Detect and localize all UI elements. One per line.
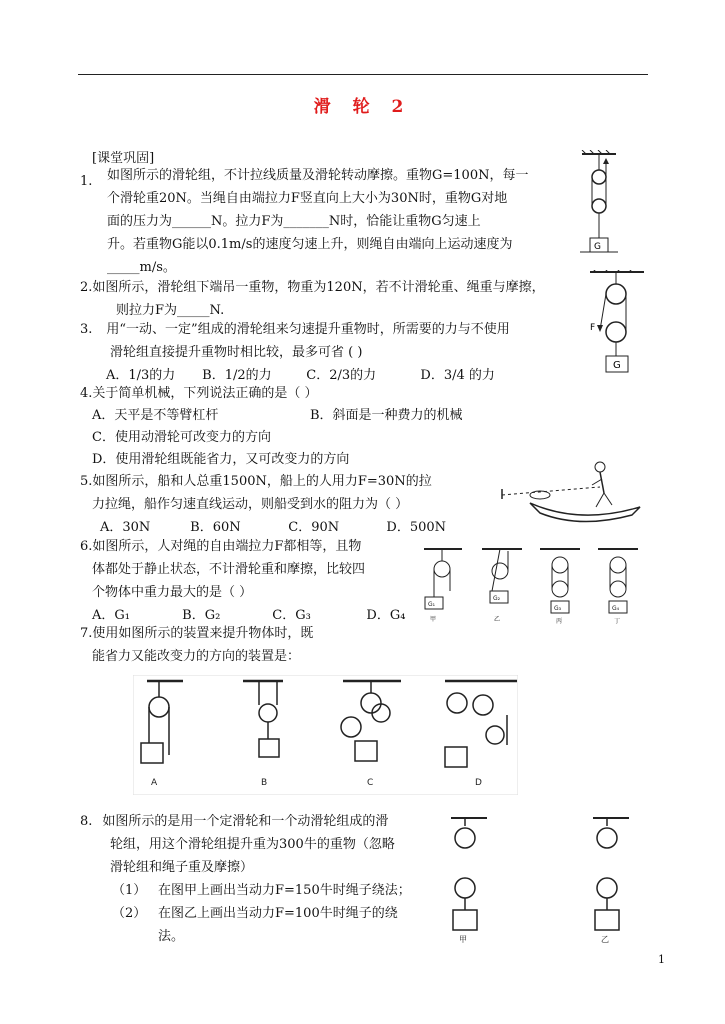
- q4-option-c: C．使用动滑轮可改变力的方向: [92, 430, 271, 445]
- question-1: [107, 164, 528, 279]
- q8-sub-number: （1）: [112, 883, 147, 898]
- q5-line: 如图所示，船和人总重1500N，船上的人用力F=30N的拉: [92, 474, 432, 489]
- q8-sub-text: 在图甲上画出当动力F=150牛时绳子绕法；: [158, 883, 411, 898]
- q8-fig-caption: 乙: [601, 935, 609, 944]
- q6-option-a: A．G₁: [92, 608, 130, 623]
- question-7: [80, 622, 313, 668]
- q5-number: 5.: [80, 474, 93, 489]
- q7-fig-caption: A: [151, 778, 158, 788]
- q6-fig-label: G₃: [554, 605, 562, 612]
- q5-boat-figure: [500, 455, 650, 535]
- q7-fig-caption: D: [475, 778, 482, 788]
- q6-option-d: D．G₄: [366, 608, 406, 623]
- q3-option-b: B．1/2的力: [202, 368, 272, 383]
- q3-option-a: A．1/3的力: [106, 368, 176, 383]
- q4-option-a: A．天平是不等臂杠杆: [92, 408, 219, 423]
- q6-line: 体都处于静止状态，不计滑轮重和摩擦，比较四: [92, 562, 366, 577]
- q1-line: 升。若重物G能以0.1m/s的速度匀速上升，则绳自由端向上运动速度为: [107, 237, 513, 252]
- q4-number: 4.: [80, 386, 93, 401]
- question-5: [80, 470, 446, 539]
- q6-option-b: B．G₂: [182, 608, 221, 623]
- q7-number: 7.: [80, 626, 93, 641]
- q8-fig-caption: 甲: [459, 935, 467, 944]
- q3-line: 滑轮组直接提升重物时相比较，最多可省 ( ): [110, 345, 363, 360]
- q2-fig-label-f: F: [590, 323, 596, 333]
- q6-fig-caption: 甲: [430, 616, 437, 623]
- q5-option-b: B．60N: [190, 520, 241, 535]
- q2-line: 则拉力F为_____N.: [116, 303, 225, 318]
- q2-line: 如图所示，滑轮组下端吊一重物，物重为120N，若不计滑轮重、绳重与摩擦，: [92, 280, 545, 295]
- q4-line: 关于简单机械，下列说法正确的是（ ）: [92, 386, 318, 401]
- q1-fig-label: G: [594, 242, 601, 252]
- q6-fig-caption: 丙: [556, 618, 563, 625]
- q5-line: 力拉绳，船作匀速直线运动，则船受到水的阻力为（ ）: [92, 497, 409, 512]
- page-title: 滑 轮 2: [313, 97, 412, 117]
- q7-devices-figure: [133, 675, 518, 795]
- q3-option-d: D．3/4 的力: [420, 368, 495, 383]
- q6-line: 如图所示，人对绳的自由端拉力F都相等，且物: [92, 539, 362, 554]
- q2-fig-label-g: G: [613, 360, 621, 371]
- q6-pulleys-figure: [422, 545, 642, 625]
- question-8: [80, 810, 411, 948]
- q8-number: 8.: [80, 814, 93, 829]
- q1-pulley-figure: [580, 150, 620, 255]
- q8-sub-text: 在图乙上画出当动力F=100牛时绳子的绕: [158, 906, 398, 921]
- q2-pulley-figure: [588, 270, 648, 375]
- section-heading: [课堂巩固]: [92, 151, 155, 166]
- q5-option-c: C．90N: [288, 520, 340, 535]
- q7-fig-caption: C: [367, 778, 374, 788]
- q8-sub-text: 法。: [158, 929, 185, 944]
- q3-option-c: C．2/3的力: [306, 368, 377, 383]
- q4-option-b: B．斜面是一种费力的机械: [310, 408, 463, 423]
- q3-number: 3.: [80, 322, 93, 337]
- q6-option-c: C．G₃: [272, 608, 311, 623]
- q6-line: 个物体中重力最大的是（ ）: [92, 585, 253, 600]
- q1-line: 如图所示的滑轮组，不计拉线质量及滑轮转动摩擦。重物G=100N，每一: [107, 168, 529, 183]
- q4-option-d: D．使用滑轮组既能省力，又可改变力的方向: [92, 452, 350, 467]
- q7-line: 使用如图所示的装置来提升物体时，既: [92, 626, 314, 641]
- q7-fig-caption: B: [261, 778, 268, 788]
- q2-number: 2.: [80, 280, 93, 295]
- question-4: [80, 383, 463, 471]
- header-rule: [78, 74, 648, 75]
- q6-fig-label: G₂: [493, 595, 501, 602]
- q8-line: 轮组，用这个滑轮组提升重为300牛的重物（忽略: [110, 837, 395, 852]
- q1-line: 面的压力为______N。拉力F为_______N时，恰能让重物G匀速上: [107, 214, 481, 229]
- q5-option-d: D．500N: [386, 520, 447, 535]
- page-number: 1: [658, 953, 665, 966]
- q6-fig-label: G₄: [612, 605, 620, 612]
- q7-line: 能省力又能改变力的方向的装置是：: [92, 649, 301, 664]
- q1-line: 个滑轮重20N。当绳自由端拉力F竖直向上大小为30N时，重物G对地: [107, 191, 508, 206]
- q6-fig-caption: 丁: [614, 618, 621, 625]
- q6-number: 6.: [80, 539, 93, 554]
- question-2: [80, 276, 545, 322]
- q1-line: _____m/s。: [107, 260, 176, 275]
- q5-option-a: A．30N: [100, 520, 151, 535]
- q1-number: 1.: [80, 174, 93, 189]
- question-3: [80, 318, 510, 387]
- q8-line: 滑轮组和绳子重及摩擦）: [110, 860, 254, 875]
- q8-sub-number: （2）: [112, 906, 147, 921]
- q8-pulleys-figure: [443, 812, 633, 944]
- q6-fig-label: G₁: [428, 601, 436, 608]
- q6-fig-caption: 乙: [494, 616, 501, 623]
- q3-line: 用“一动、一定”组成的滑轮组来匀速提升重物时，所需要的力与不使用: [106, 322, 510, 337]
- q8-line: 如图所示的是用一个定滑轮和一个动滑轮组成的滑: [102, 814, 389, 829]
- question-6: [80, 535, 405, 627]
